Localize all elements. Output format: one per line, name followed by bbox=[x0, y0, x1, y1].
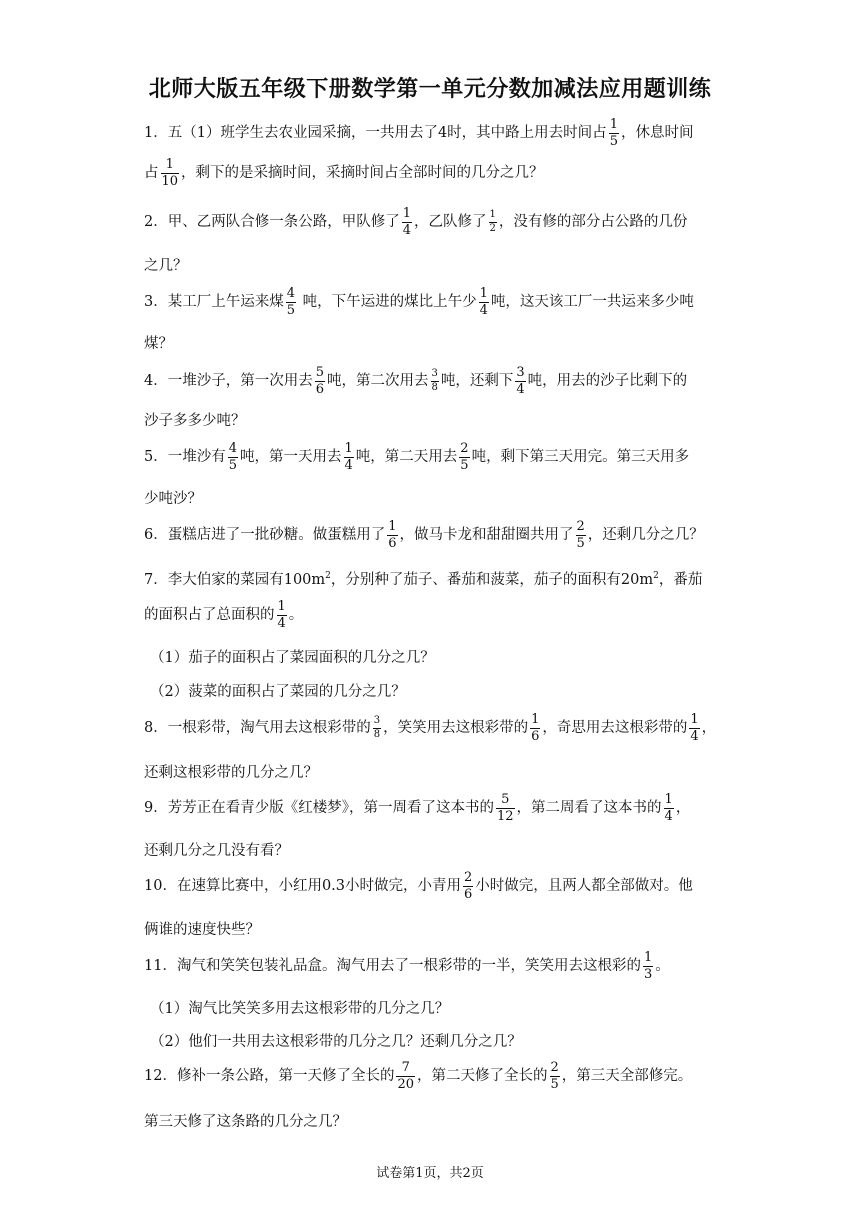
fraction: $\frac{1}{5}$ bbox=[609, 117, 618, 149]
page-title: 北师大版五年级下册数学第一单元分数加减法应用题训练 bbox=[148, 76, 712, 102]
question-6-line-1: 6．蛋糕店进了一批砂糖。做蛋糕用了 $\frac{1}{6}$ ，做马卡龙和甜甜圈共用了 $\frac{2}{5}$ ，还剩几分之几？ bbox=[144, 519, 704, 551]
fraction: $\frac{5}{12}$ bbox=[496, 792, 514, 824]
fraction: $\frac{1}{4}$ bbox=[664, 792, 673, 824]
question-7-sub-2: （2）菠菜的面积占了菜园的几分之几？ bbox=[150, 684, 406, 700]
fraction: $\frac{2}{5}$ bbox=[550, 1060, 559, 1092]
fraction: $\frac{2}{6}$ bbox=[464, 870, 473, 902]
question-9-line-2: 还剩几分之几没有看？ bbox=[144, 843, 289, 859]
question-2-line-1: 2．甲、乙两队合修一条公路，甲队修了 $\frac{1}{4}$ ，乙队修了 $\frac{1}{2}$ ，没有修的部分占公路的几份 bbox=[144, 206, 688, 238]
fraction: $\frac{1}{4}$ bbox=[690, 712, 699, 744]
question-11-sub-2: （2）他们一共用去这根彩带的几分之几？还剩几分之几？ bbox=[150, 1034, 522, 1050]
question-3-line-2: 煤？ bbox=[144, 336, 173, 352]
question-11-line-1: 11．淘气和笑笑包装礼品盒。淘气用去了一根彩带的一半，笑笑用去这根彩的 $\frac{1}{3}$ 。 bbox=[144, 950, 670, 982]
question-1-line-2: 占 $\frac{1}{10}$ ，剩下的是采摘时间，采摘时间占全部时间的几分之几？ bbox=[144, 157, 544, 189]
fraction: $\frac{1}{4}$ bbox=[479, 286, 488, 318]
fraction: $\frac{1}{3}$ bbox=[643, 950, 653, 982]
question-10-line-1: 10．在速算比赛中，小红用0.3小时做完，小青用 $\frac{2}{6}$ 小时做完，且两人都全部做对。他 bbox=[144, 870, 693, 902]
fraction: $\frac{3}{4}$ bbox=[516, 365, 525, 397]
fraction: $\frac{3}{8}$ bbox=[373, 715, 381, 740]
fraction: $\frac{2}{5}$ bbox=[576, 519, 585, 551]
question-9-line-1: 9．芳芳正在看青少版《红楼梦》，第一周看了这本书的 $\frac{5}{12}$ ，第二周看了这本书的 $\frac{1}{4}$ ， bbox=[144, 792, 691, 824]
fraction: $\frac{1}{6}$ bbox=[531, 712, 540, 744]
question-4-line-2: 沙子多多少吨？ bbox=[144, 413, 246, 429]
fraction: $\frac{1}{4}$ bbox=[402, 206, 412, 238]
question-10-line-2: 俩谁的速度快些？ bbox=[144, 922, 260, 938]
question-11-sub-1: （1）淘气比笑笑多用去这根彩带的几分之几？ bbox=[150, 1001, 450, 1017]
fraction: $\frac{1}{4}$ bbox=[344, 441, 353, 473]
fraction: $\frac{7}{20}$ bbox=[397, 1060, 414, 1092]
question-2-line-2: 之几？ bbox=[144, 258, 188, 274]
question-12-line-1: 12．修补一条公路，第一天修了全长的 $\frac{7}{20}$ ，第二天修了全长的 $\frac{2}{5}$ ，第三天全部修完。 bbox=[144, 1060, 693, 1092]
question-12-line-2: 第三天修了这条路的几分之几？ bbox=[144, 1114, 347, 1130]
fraction: $\frac{3}{8}$ bbox=[431, 368, 438, 393]
question-7-sub-1: （1）茄子的面积占了菜园面积的几分之几？ bbox=[150, 650, 435, 666]
fraction: $\frac{5}{6}$ bbox=[315, 365, 325, 397]
question-7-line-2: 的面积占了总面积的 $\frac{1}{4}$ 。 bbox=[144, 599, 304, 631]
fraction: $\frac{1}{2}$ bbox=[489, 209, 496, 234]
question-1-line-1: 1．五（1）班学生去农业园采摘，一共用去了4时，其中路上用去时间占 $\frac{1}{5}$ ，休息时间 bbox=[144, 117, 694, 149]
fraction: $\frac{1}{6}$ bbox=[388, 519, 397, 551]
question-5-line-2: 少吨沙？ bbox=[144, 491, 202, 507]
fraction: $\frac{4}{5}$ bbox=[228, 441, 238, 473]
fraction: $\frac{4}{5}$ bbox=[286, 286, 296, 318]
page-footer: 试卷第1页，共2页 bbox=[376, 1166, 484, 1181]
fraction: $\frac{1}{4}$ bbox=[277, 599, 286, 631]
fraction: $\frac{2}{5}$ bbox=[460, 441, 469, 473]
fraction: $\frac{1}{10}$ bbox=[161, 157, 179, 189]
question-8-line-1: 8．一根彩带，淘气用去这根彩带的 $\frac{3}{8}$ ，笑笑用去这根彩带的 $\frac{1}{6}$ ，奇思用去这根彩带的 $\frac{1}{4}$ ， bbox=[144, 712, 717, 744]
question-7-line-1: 7．李大伯家的菜园有$100m^2$，分别种了茄子、番茄和菠菜，茄子的面积有$20m^2$，番茄 bbox=[144, 571, 703, 588]
question-8-line-2: 还剩这根彩带的几分之几？ bbox=[144, 765, 318, 781]
question-3-line-1: 3．某工厂上午运来煤 $\frac{4}{5}$ 吨，下午运进的煤比上午少 $\frac{1}{4}$ 吨，这天该工厂一共运来多少吨 bbox=[144, 286, 694, 318]
question-4-line-1: 4．一堆沙子，第一次用去 $\frac{5}{6}$ 吨，第二次用去 $\frac{3}{8}$ 吨，还剩下 $\frac{3}{4}$ 吨，用去的沙子比剩下的 bbox=[144, 365, 688, 397]
question-5-line-1: 5．一堆沙有 $\frac{4}{5}$ 吨，第一天用去 $\frac{1}{4}$ 吨，第二天用去 $\frac{2}{5}$ 吨，剩下第三天用完。第三天用多 bbox=[144, 441, 690, 473]
